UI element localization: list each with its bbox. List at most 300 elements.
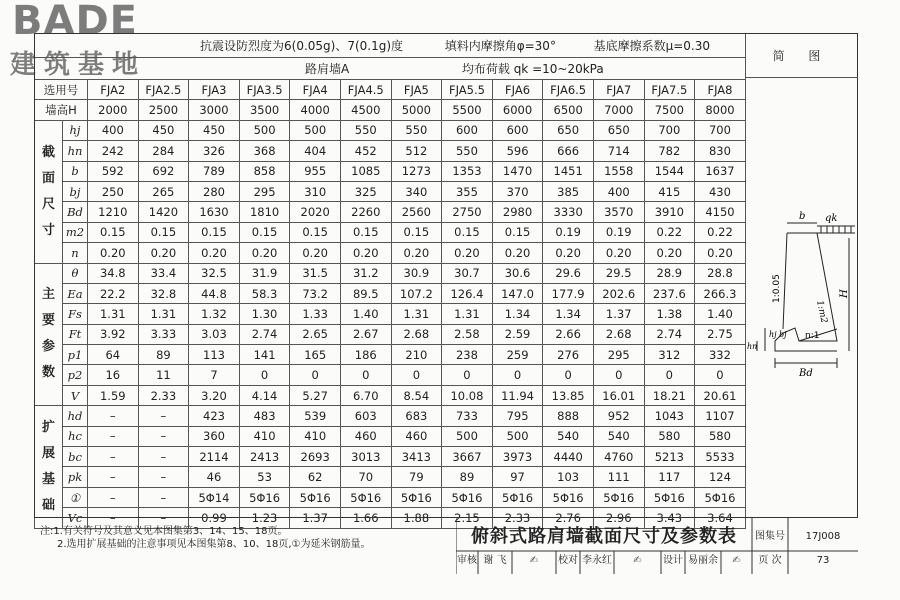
value-cell: 5Φ16	[644, 487, 695, 507]
sketch-panel	[745, 33, 858, 518]
value-cell: 107.2	[391, 283, 442, 303]
model-cell: FJA7.5	[644, 80, 695, 100]
value-cell: 0	[442, 365, 493, 385]
height-cell: 5000	[391, 100, 442, 120]
value-cell: 30.7	[442, 263, 493, 283]
model-cell: FJA3.5	[239, 80, 290, 100]
value-cell: 1085	[340, 161, 391, 181]
value-cell: 79	[391, 467, 442, 487]
value-cell: 1.40	[695, 304, 746, 324]
value-cell: 1810	[239, 202, 290, 222]
value-cell: 2.65	[290, 324, 341, 344]
value-cell: 2.75	[695, 324, 746, 344]
param-label: Bd	[63, 202, 88, 222]
value-cell: 3.92	[88, 324, 139, 344]
check-label: 校对	[558, 555, 578, 566]
value-cell: 3667	[442, 447, 493, 467]
value-cell: 700	[695, 120, 746, 140]
select-label: 选用号	[35, 80, 88, 100]
value-cell: 5Φ16	[695, 487, 746, 507]
brand-name-cn: 建筑基地	[10, 50, 147, 80]
model-cell: FJA2	[88, 80, 139, 100]
reviewer-name: 谢 飞	[483, 555, 507, 566]
value-cell: 1.37	[290, 508, 341, 528]
value-cell: 540	[543, 426, 594, 446]
atlas-number: 17J008	[805, 531, 841, 542]
value-cell: 10.08	[442, 385, 493, 405]
value-cell: –	[88, 426, 139, 446]
value-cell: 830	[695, 141, 746, 161]
signature-row	[456, 550, 858, 572]
value-cell: 450	[138, 120, 189, 140]
value-cell: 0.20	[593, 243, 644, 263]
value-cell: 2750	[442, 202, 493, 222]
group-label: 主要参数	[35, 263, 63, 406]
value-cell: 89	[442, 467, 493, 487]
value-cell: 0.19	[593, 222, 644, 242]
value-cell: 250	[88, 181, 139, 201]
value-cell: 0.15	[88, 222, 139, 242]
value-cell: 1.31	[391, 304, 442, 324]
value-cell: 3910	[644, 202, 695, 222]
value-cell: 1637	[695, 161, 746, 181]
value-cell: 500	[239, 120, 290, 140]
value-cell: 22.2	[88, 283, 139, 303]
value-cell: 952	[593, 406, 644, 426]
value-cell: 0.15	[138, 222, 189, 242]
value-cell: 540	[593, 426, 644, 446]
value-cell: 650	[543, 120, 594, 140]
value-cell: 0.20	[189, 243, 240, 263]
value-cell: 5213	[644, 447, 695, 467]
value-cell: 97	[492, 467, 543, 487]
label-bj: bj	[779, 330, 787, 339]
value-cell: 580	[695, 426, 746, 446]
value-cell: 460	[340, 426, 391, 446]
designer-signature: ✍	[732, 555, 741, 566]
value-cell: 89.5	[340, 283, 391, 303]
value-cell: 0.22	[695, 222, 746, 242]
value-cell: 0.20	[695, 243, 746, 263]
value-cell: 2.33	[138, 385, 189, 405]
value-cell: 30.9	[391, 263, 442, 283]
value-cell: 1.40	[340, 304, 391, 324]
value-cell: 2.96	[593, 508, 644, 528]
value-cell: 1.38	[644, 304, 695, 324]
load-text: 均布荷载 qk =10~20kPa	[461, 61, 604, 76]
value-cell: 5Φ16	[593, 487, 644, 507]
seismic-text: 抗震设防烈度为6(0.05g)、7(0.1g)度	[200, 38, 404, 53]
value-cell: 4.14	[239, 385, 290, 405]
value-cell: 0.20	[340, 243, 391, 263]
value-cell: 64	[88, 345, 139, 365]
value-cell: 0.20	[644, 243, 695, 263]
value-cell: 28.8	[695, 263, 746, 283]
value-cell: 113	[189, 345, 240, 365]
value-cell: 3330	[543, 202, 594, 222]
value-cell: 29.5	[593, 263, 644, 283]
param-label: hj	[63, 120, 88, 140]
value-cell: 7	[189, 365, 240, 385]
model-cell: FJA4.5	[340, 80, 391, 100]
value-cell: 5Φ16	[543, 487, 594, 507]
value-cell: 0	[340, 365, 391, 385]
value-cell: 385	[543, 181, 594, 201]
value-cell: 430	[695, 181, 746, 201]
value-cell: 5.27	[290, 385, 341, 405]
value-cell: 6.70	[340, 385, 391, 405]
value-cell: 2.68	[593, 324, 644, 344]
value-cell: 237.6	[644, 283, 695, 303]
value-cell: 2.67	[340, 324, 391, 344]
value-cell: 1558	[593, 161, 644, 181]
height-cell: 6000	[492, 100, 543, 120]
value-cell: 1544	[644, 161, 695, 181]
height-cell: 8000	[695, 100, 746, 120]
height-cell: 3500	[239, 100, 290, 120]
param-label: Fs	[63, 304, 88, 324]
height-label: 墙高H	[35, 100, 88, 120]
value-cell: 858	[239, 161, 290, 181]
value-cell: 600	[492, 120, 543, 140]
value-cell: 16	[88, 365, 139, 385]
label-hj: hj	[769, 330, 777, 339]
review-label: 审核	[457, 555, 477, 566]
value-cell: 8.54	[391, 385, 442, 405]
value-cell: 44.8	[189, 283, 240, 303]
value-cell: 0	[239, 365, 290, 385]
value-cell: 0	[543, 365, 594, 385]
value-cell: 325	[340, 181, 391, 201]
value-cell: 238	[442, 345, 493, 365]
value-cell: 955	[290, 161, 341, 181]
label-slope-back: 1:m2	[814, 299, 829, 325]
value-cell: 2413	[239, 447, 290, 467]
value-cell: 126.4	[442, 283, 493, 303]
value-cell: 111	[593, 467, 644, 487]
designer-name: 易丽余	[688, 555, 718, 566]
param-label: p1	[63, 345, 88, 365]
value-cell: 460	[391, 426, 442, 446]
value-cell: 34.8	[88, 263, 139, 283]
model-cell: FJA5.5	[442, 80, 493, 100]
value-cell: –	[88, 447, 139, 467]
value-cell: 0.20	[543, 243, 594, 263]
value-cell: 0.99	[189, 508, 240, 528]
value-cell: 1.32	[189, 304, 240, 324]
value-cell: 124	[695, 467, 746, 487]
value-cell: 2560	[391, 202, 442, 222]
reviewer-signature: ✍	[529, 555, 539, 566]
value-cell: 0	[695, 365, 746, 385]
value-cell: 3.43	[644, 508, 695, 528]
title-block	[456, 518, 858, 574]
value-cell: 103	[543, 467, 594, 487]
value-cell: –	[138, 447, 189, 467]
value-cell: 1.31	[442, 304, 493, 324]
param-label: hc	[63, 426, 88, 446]
param-label: Ea	[63, 283, 88, 303]
checker-signature: ✍	[633, 555, 642, 566]
value-cell: 0	[290, 365, 341, 385]
value-cell: 13.85	[543, 385, 594, 405]
value-cell: 2.66	[543, 324, 594, 344]
height-cell: 7000	[593, 100, 644, 120]
value-cell: 5Φ14	[189, 487, 240, 507]
label-hn: hn	[747, 342, 758, 351]
value-cell: 3.33	[138, 324, 189, 344]
value-cell: 3570	[593, 202, 644, 222]
value-cell: 500	[492, 426, 543, 446]
value-cell: 1451	[543, 161, 594, 181]
value-cell: 259	[492, 345, 543, 365]
value-cell: 2980	[492, 202, 543, 222]
height-cell: 7500	[644, 100, 695, 120]
value-cell: 2.76	[543, 508, 594, 528]
value-cell: 1353	[442, 161, 493, 181]
brand-name: BADE	[12, 0, 138, 44]
group-label: 截面尺寸	[35, 120, 63, 263]
label-Bd: Bd	[799, 368, 813, 379]
value-cell: 0	[492, 365, 543, 385]
param-label: bj	[63, 181, 88, 201]
value-cell: 0.20	[391, 243, 442, 263]
value-cell: –	[88, 487, 139, 507]
height-cell: 3000	[189, 100, 240, 120]
value-cell: 0.15	[391, 222, 442, 242]
value-cell: 1630	[189, 202, 240, 222]
value-cell: 5Φ16	[239, 487, 290, 507]
value-cell: 700	[644, 120, 695, 140]
value-cell: 276	[543, 345, 594, 365]
label-n1: n:1	[805, 331, 820, 341]
value-cell: 2.68	[391, 324, 442, 344]
value-cell: 33.4	[138, 263, 189, 283]
value-cell: 3973	[492, 447, 543, 467]
value-cell: 603	[340, 406, 391, 426]
value-cell: 1.34	[543, 304, 594, 324]
model-cell: FJA6	[492, 80, 543, 100]
value-cell: 11	[138, 365, 189, 385]
value-cell: 295	[239, 181, 290, 201]
param-label: hn	[63, 141, 88, 161]
value-cell: 580	[644, 426, 695, 446]
value-cell: 0.22	[644, 222, 695, 242]
value-cell: 32.5	[189, 263, 240, 283]
value-cell: 242	[88, 141, 139, 161]
value-cell: 5Φ16	[391, 487, 442, 507]
value-cell: 265	[138, 181, 189, 201]
value-cell: 284	[138, 141, 189, 161]
value-cell: 2.74	[239, 324, 290, 344]
model-cell: FJA4	[290, 80, 341, 100]
value-cell: 2.33	[492, 508, 543, 528]
label-H: H	[839, 289, 850, 298]
value-cell: 500	[290, 120, 341, 140]
value-cell: 53	[239, 467, 290, 487]
model-cell: FJA7	[593, 80, 644, 100]
height-cell: 2500	[138, 100, 189, 120]
table-title: 俯斜式路肩墙截面尺寸及参数表	[471, 526, 737, 547]
value-cell: 1.31	[138, 304, 189, 324]
design-label: 设计	[663, 555, 683, 566]
value-cell: 1043	[644, 406, 695, 426]
value-cell: 500	[442, 426, 493, 446]
value-cell: 266.3	[695, 283, 746, 303]
value-cell: 186	[340, 345, 391, 365]
value-cell: 355	[442, 181, 493, 201]
value-cell: 3.20	[189, 385, 240, 405]
model-cell: FJA5	[391, 80, 442, 100]
value-cell: 0.15	[189, 222, 240, 242]
value-cell: 0.15	[290, 222, 341, 242]
value-cell: 683	[391, 406, 442, 426]
value-cell: 1.37	[593, 304, 644, 324]
value-cell: 368	[239, 141, 290, 161]
param-label: b	[63, 161, 88, 181]
page-label: 页 次	[758, 555, 782, 566]
param-label: p2	[63, 365, 88, 385]
value-cell: 596	[492, 141, 543, 161]
value-cell: 550	[391, 120, 442, 140]
value-cell: 795	[492, 406, 543, 426]
value-cell: 450	[189, 120, 240, 140]
value-cell: 423	[189, 406, 240, 426]
value-cell: 888	[543, 406, 594, 426]
value-cell: –	[88, 406, 139, 426]
value-cell: 3013	[340, 447, 391, 467]
height-cell: 5500	[442, 100, 493, 120]
value-cell: 5Φ16	[340, 487, 391, 507]
value-cell: 30.6	[492, 263, 543, 283]
value-cell: 2020	[290, 202, 341, 222]
value-cell: –	[138, 467, 189, 487]
height-cell: 2000	[88, 100, 139, 120]
value-cell: 210	[391, 345, 442, 365]
note-2: 2.选用扩展基础的注意事项见本图集第8、10、18页,①为延米钢筋量。	[57, 539, 371, 550]
value-cell: 3413	[391, 447, 442, 467]
value-cell: 141	[239, 345, 290, 365]
value-cell: 20.61	[695, 385, 746, 405]
value-cell: 310	[290, 181, 341, 201]
value-cell: 11.94	[492, 385, 543, 405]
value-cell: 2.74	[644, 324, 695, 344]
param-label: V	[63, 385, 88, 405]
value-cell: –	[88, 508, 139, 528]
value-cell: 29.6	[543, 263, 594, 283]
value-cell: 714	[593, 141, 644, 161]
value-cell: 0	[593, 365, 644, 385]
value-cell: 1107	[695, 406, 746, 426]
value-cell: 1.33	[290, 304, 341, 324]
param-label: ①	[63, 487, 88, 507]
height-cell: 4500	[340, 100, 391, 120]
value-cell: 2.59	[492, 324, 543, 344]
friction-angle-text: 填料内摩擦角φ=30°	[444, 38, 556, 53]
param-label: hd	[63, 406, 88, 426]
model-cell: FJA8	[695, 80, 746, 100]
value-cell: 4440	[543, 447, 594, 467]
param-label: Vc	[63, 508, 88, 528]
height-cell: 4000	[290, 100, 341, 120]
value-cell: 0.20	[442, 243, 493, 263]
param-label: m2	[63, 222, 88, 242]
value-cell: 5Φ16	[290, 487, 341, 507]
value-cell: 1420	[138, 202, 189, 222]
value-cell: 1.34	[492, 304, 543, 324]
value-cell: 550	[442, 141, 493, 161]
value-cell: 46	[189, 467, 240, 487]
label-b: b	[799, 211, 806, 222]
value-cell: 332	[695, 345, 746, 365]
value-cell: 18.21	[644, 385, 695, 405]
value-cell: 360	[189, 426, 240, 446]
value-cell: 0.20	[138, 243, 189, 263]
value-cell: 733	[442, 406, 493, 426]
page-number: 73	[816, 555, 830, 566]
label-slope-front: 1:0.05	[772, 274, 782, 303]
value-cell: 0.15	[492, 222, 543, 242]
value-cell: 4150	[695, 202, 746, 222]
notes-prefix: 注:	[40, 526, 54, 537]
value-cell: –	[88, 467, 139, 487]
base-friction-text: 基底摩擦系数μ=0.30	[593, 38, 711, 53]
value-cell: 340	[391, 181, 442, 201]
value-cell: 295	[593, 345, 644, 365]
value-cell: 666	[543, 141, 594, 161]
value-cell: 650	[593, 120, 644, 140]
value-cell: 0.15	[239, 222, 290, 242]
value-cell: 592	[88, 161, 139, 181]
model-cell: FJA3	[189, 80, 240, 100]
value-cell: 5Φ16	[492, 487, 543, 507]
value-cell: 73.2	[290, 283, 341, 303]
value-cell: 404	[290, 141, 341, 161]
value-cell: 2.58	[442, 324, 493, 344]
param-label: n	[63, 243, 88, 263]
value-cell: 1273	[391, 161, 442, 181]
value-cell: 58.3	[239, 283, 290, 303]
notes	[40, 525, 371, 551]
value-cell: –	[138, 508, 189, 528]
value-cell: 4760	[593, 447, 644, 467]
atlas-label: 图集号	[755, 531, 785, 542]
value-cell: 2260	[340, 202, 391, 222]
sketch-title: 简 图	[745, 33, 858, 78]
label-qk: qk	[825, 213, 838, 224]
value-cell: 483	[239, 406, 290, 426]
value-cell: 312	[644, 345, 695, 365]
model-cell: FJA6.5	[543, 80, 594, 100]
value-cell: 370	[492, 181, 543, 201]
value-cell: 550	[340, 120, 391, 140]
value-cell: 31.5	[290, 263, 341, 283]
value-cell: 5533	[695, 447, 746, 467]
wall-type-text: 路肩墙A	[305, 61, 350, 76]
value-cell: 117	[644, 467, 695, 487]
value-cell: 0.15	[340, 222, 391, 242]
value-cell: 452	[340, 141, 391, 161]
value-cell: 165	[290, 345, 341, 365]
param-label: Ft	[63, 324, 88, 344]
value-cell: 789	[189, 161, 240, 181]
value-cell: 1.30	[239, 304, 290, 324]
value-cell: 782	[644, 141, 695, 161]
value-cell: 539	[290, 406, 341, 426]
value-cell: 2693	[290, 447, 341, 467]
drawing-frame	[34, 33, 858, 518]
value-cell: 2114	[189, 447, 240, 467]
